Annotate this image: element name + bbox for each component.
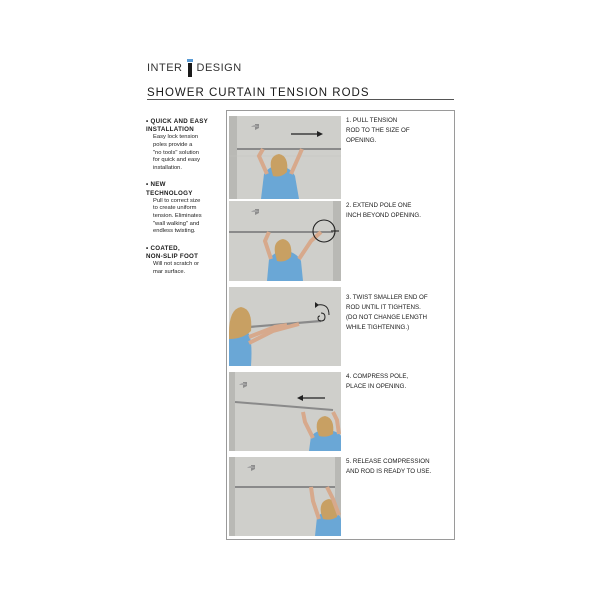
step-5 [346,457,456,477]
feature-item [146,245,226,277]
feature-heading: • QUICK AND EASY INSTALLATION [146,118,209,134]
step-1 [346,116,456,146]
step-4 [346,372,456,392]
step-1-text: 1. PULL TENSION ROD TO THE SIZE OF OPENING. [346,117,410,144]
step-5-photo [229,457,341,536]
page-title: SHOWER CURTAIN TENSION RODS [147,87,370,99]
step-2-photo [229,201,341,281]
feature-body: Will not scratch or mar surface. [153,261,200,275]
step-5-text: 5. RELEASE COMPRESSION AND ROD IS READY TO USE. [346,458,432,475]
brand-left: INTER [147,62,183,74]
feature-list [146,118,226,285]
feature-body: Pull to correct size to create uniform tension. Eliminates "wall walking" and endless twisting. [153,197,202,235]
title-divider [147,99,454,100]
feature-item [146,118,226,172]
step-1-photo [229,116,341,199]
step-2 [346,201,456,221]
step-2-text: 2. EXTEND POLE ONE INCH BEYOND OPENING. [346,202,421,219]
brand-logo [147,58,242,78]
feature-body: Easy lock tension poles provide a "no tools" solution for quick and easy installation. [153,134,201,171]
logo-mark-icon [185,59,195,77]
feature-heading: • NEW TECHNOLOGY [146,181,193,197]
step-3 [346,293,456,333]
feature-item [146,181,226,235]
feature-heading: • COATED, NON-SLIP FOOT [146,244,199,260]
step-3-photo [229,287,341,366]
brand-right: DESIGN [196,62,242,74]
step-4-photo [229,372,341,451]
step-3-text: 3. TWIST SMALLER END OF ROD UNTIL IT TIGHTENS. (DO NOT CHANGE LENGTH WHILE TIGHTENING.) [346,294,428,331]
step-4-text: 4. COMPRESS POLE, PLACE IN OPENING. [346,373,409,390]
